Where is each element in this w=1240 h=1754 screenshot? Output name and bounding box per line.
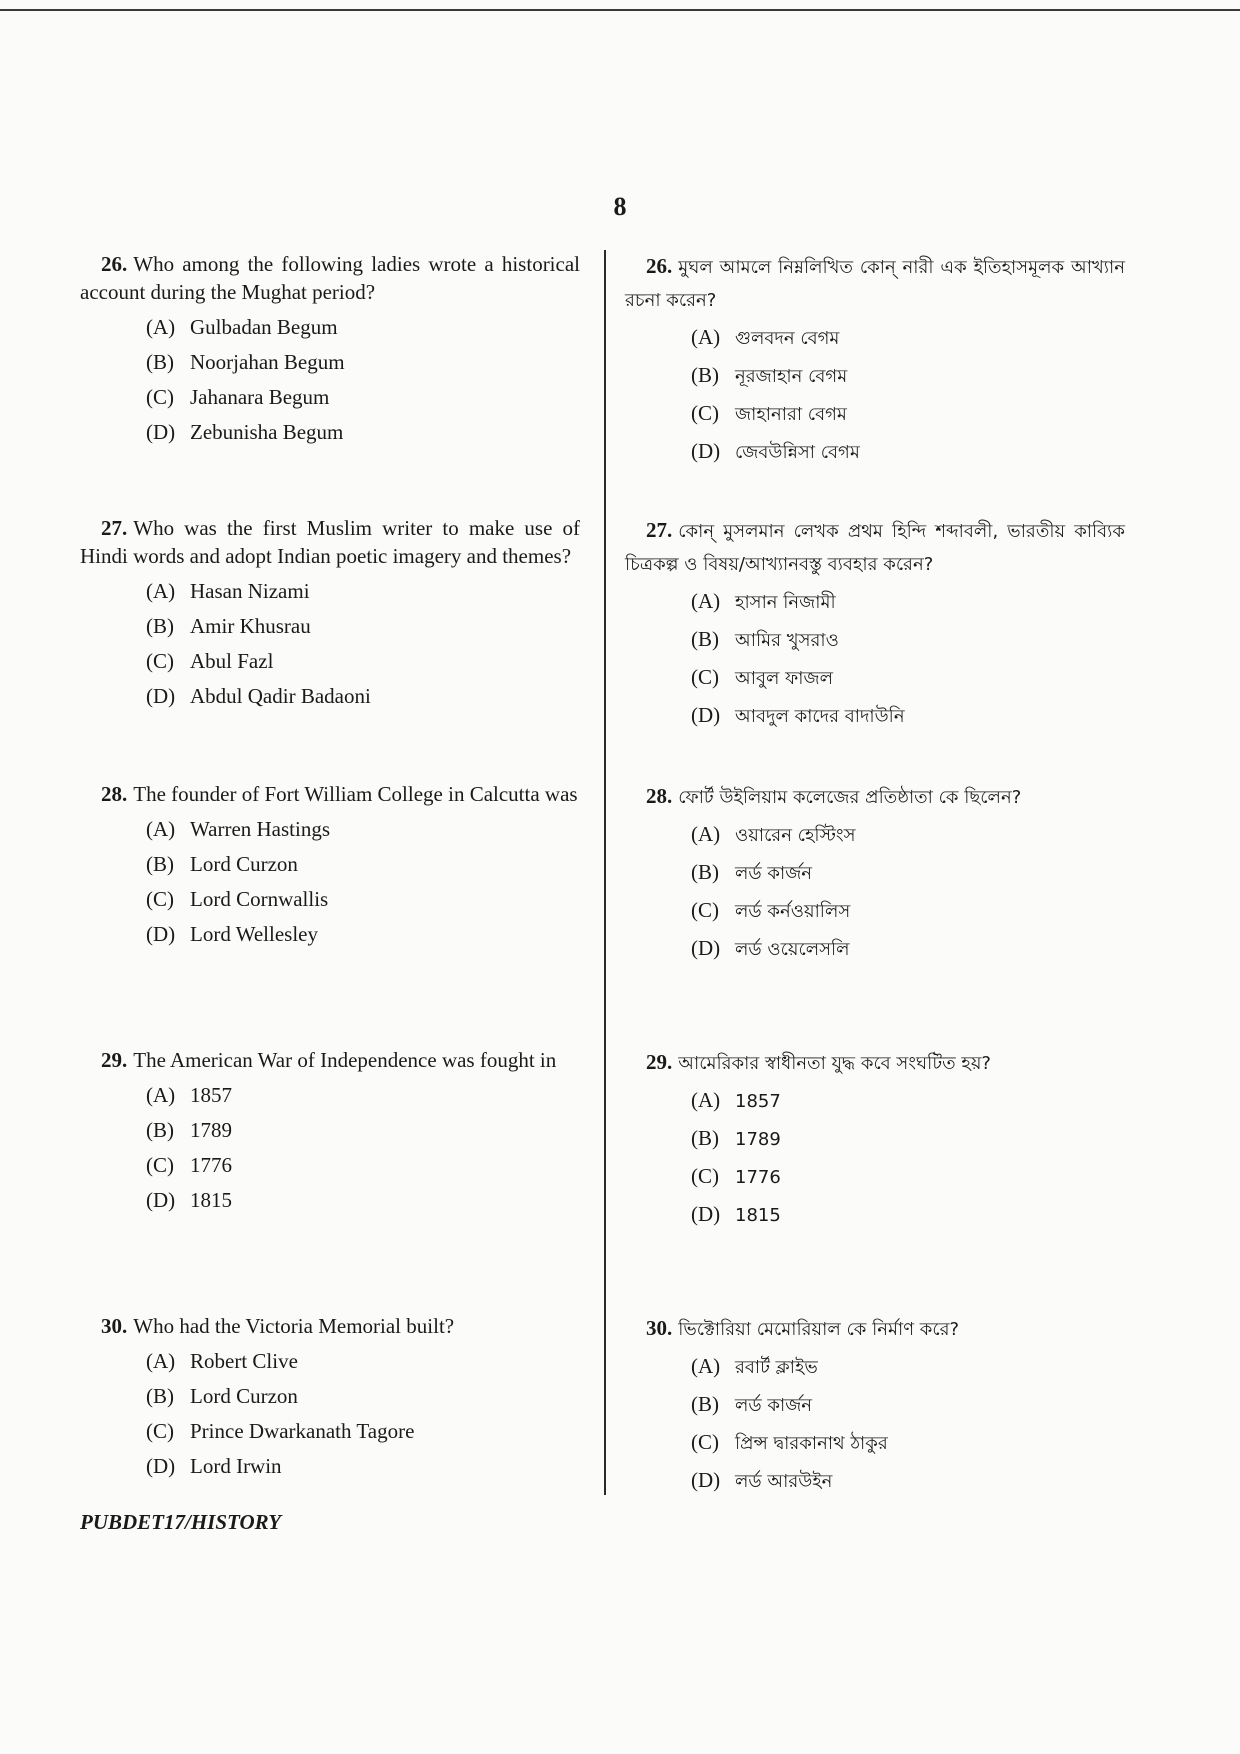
question-text: The American War of Independence was fought in [133,1048,557,1072]
option-c: (C) Abul Fazl [146,649,274,673]
question-28-en [80,780,580,952]
option-b: (B) নূরজাহান বেগম [691,363,848,387]
option-a: (A) 1857 [146,1083,232,1107]
question-number: 28. [646,784,673,808]
options-list [146,1344,580,1484]
option-c: (C) আবুল ফাজল [691,665,834,689]
question-30-bn [625,1312,1125,1500]
question-text: ফোর্ট উইলিয়াম কলেজের প্রতিষ্ঠাতা কে ছিলেন? [678,787,1022,808]
option-c: (C) প্রিন্স দ্বারকানাথ ঠাকুর [691,1430,888,1454]
option-a: (A) Gulbadan Begum [146,315,338,339]
question-text: কোন্ মুসলমান লেখক প্রথম হিন্দি শব্দাবলী, ভারতীয় কাব্যিক চিত্রকল্প ও বিষয়/আখ্যানবস্তু ব্যবহার করেন? [625,521,1125,575]
question-text: ভিক্টোরিয়া মেমোরিয়াল কে নির্মাণ করে? [678,1319,960,1340]
question-number: 29. [646,1050,673,1074]
option-d: (D) লর্ড ওয়েলেসলি [691,936,850,960]
question-number: 26. [101,252,128,276]
options-list [691,1082,1125,1234]
options-list [691,319,1125,471]
option-b: (B) Lord Curzon [146,1384,298,1408]
option-b: (B) আমির খুসরাও [691,627,839,651]
options-list [146,812,580,952]
option-c: (C) 1776 [691,1164,781,1188]
option-b: (B) Amir Khusrau [146,614,311,638]
option-a: (A) গুলবদন বেগম [691,325,840,349]
options-list [146,310,580,450]
option-d: (D) 1815 [146,1188,232,1212]
option-b: (B) লর্ড কার্জন [691,1392,813,1416]
option-a: (A) রবার্ট ক্লাইভ [691,1354,818,1378]
question-28-bn [625,780,1125,968]
option-a: (A) 1857 [691,1088,781,1112]
paper-code: PUBDET17/HISTORY [80,1510,282,1534]
question-26-en [80,250,580,450]
option-a: (A) Robert Clive [146,1349,298,1373]
question-number: 27. [101,516,128,540]
option-c: (C) Jahanara Begum [146,385,330,409]
option-c: (C) 1776 [146,1153,232,1177]
question-29-en [80,1046,580,1218]
question-text: Who among the following ladies wrote a historical account during the Mughat period? [80,252,580,304]
option-c: (C) Prince Dwarkanath Tagore [146,1419,415,1443]
option-d: (D) 1815 [691,1202,781,1226]
question-26-bn [625,250,1125,471]
question-text: Who was the first Muslim writer to make use of Hindi words and adopt Indian poetic imagery and themes? [80,516,580,568]
options-list [691,583,1125,735]
option-d: (D) জেবউন্নিসা বেগম [691,439,860,463]
option-d: (D) Lord Wellesley [146,922,318,946]
question-number: 28. [101,782,128,806]
top-rule [0,9,1240,11]
question-number: 30. [101,1314,128,1338]
question-27-en [80,514,580,714]
options-list [691,816,1125,968]
option-a: (A) হাসান নিজামী [691,589,836,613]
question-number: 27. [646,518,673,542]
question-number: 29. [101,1048,128,1072]
option-b: (B) 1789 [691,1126,781,1150]
option-d: (D) Abdul Qadir Badaoni [146,684,371,708]
options-list [691,1348,1125,1500]
question-30-en [80,1312,580,1484]
options-list [146,574,580,714]
option-d: (D) Lord Irwin [146,1454,282,1478]
option-c: (C) লর্ড কর্নওয়ালিস [691,898,851,922]
option-d: (D) আবদুল কাদের বাদাউনি [691,703,905,727]
question-29-bn [625,1046,1125,1234]
question-text: আমেরিকার স্বাধীনতা যুদ্ধ কবে সংঘটিত হয়? [678,1053,991,1074]
option-c: (C) জাহানারা বেগম [691,401,847,425]
question-number: 26. [646,254,673,278]
option-b: (B) লর্ড কার্জন [691,860,813,884]
option-b: (B) Lord Curzon [146,852,298,876]
options-list [146,1078,580,1218]
option-a: (A) Warren Hastings [146,817,331,841]
question-text: মুঘল আমলে নিম্নলিখিত কোন্ নারী এক ইতিহাসমূলক আখ্যান রচনা করেন? [625,257,1125,311]
option-a: (A) ওয়ারেন হেস্টিংস [691,822,856,846]
option-b: (B) Noorjahan Begum [146,350,345,374]
question-number: 30. [646,1316,673,1340]
question-text: The founder of Fort William College in Calcutta was [133,782,578,806]
question-27-bn [625,514,1125,735]
option-d: (D) Zebunisha Begum [146,420,344,444]
page-number: 8 [613,192,627,221]
option-d: (D) লর্ড আরউইন [691,1468,833,1492]
question-text: Who had the Victoria Memorial built? [133,1314,455,1338]
column-divider [604,250,606,1495]
option-a: (A) Hasan Nizami [146,579,310,603]
option-c: (C) Lord Cornwallis [146,887,329,911]
option-b: (B) 1789 [146,1118,232,1142]
